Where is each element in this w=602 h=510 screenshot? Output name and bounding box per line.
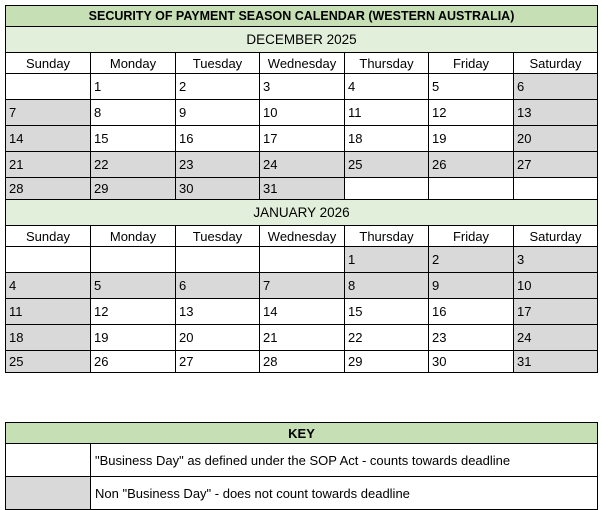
empty-cell (176, 247, 260, 273)
non-business-day-cell: 2 (429, 247, 514, 273)
business-day-cell: 22 (345, 325, 429, 351)
week-row (6, 126, 598, 152)
non-business-day-cell: 6 (176, 273, 260, 299)
business-day-cell: 4 (345, 74, 429, 100)
business-day-cell: 15 (345, 299, 429, 325)
empty-cell (260, 247, 345, 273)
non-business-day-cell: 31 (514, 351, 598, 373)
non-business-day-label: Non "Business Day" - does not count towards deadline (91, 477, 598, 510)
empty-cell (6, 247, 91, 273)
business-day-cell: 27 (176, 351, 260, 373)
business-day-cell: 28 (260, 351, 345, 373)
non-business-day-cell: 8 (345, 273, 429, 299)
non-business-day-cell: 28 (6, 178, 91, 200)
empty-cell (429, 178, 514, 200)
month-title: DECEMBER 2025 (6, 27, 598, 53)
non-business-day-cell: 31 (260, 178, 345, 200)
weekday-header: Thursday (345, 53, 429, 74)
non-business-day-cell: 11 (6, 299, 91, 325)
empty-cell (345, 178, 429, 200)
business-day-cell: 21 (260, 325, 345, 351)
non-business-day-cell: 30 (176, 178, 260, 200)
empty-cell (91, 247, 176, 273)
weekday-header: Tuesday (176, 226, 260, 247)
business-day-cell: 13 (176, 299, 260, 325)
week-row (6, 178, 598, 200)
non-business-day-cell: 24 (260, 152, 345, 178)
non-business-day-cell: 24 (514, 325, 598, 351)
business-day-cell: 19 (429, 126, 514, 152)
non-business-day-cell: 17 (514, 299, 598, 325)
non-business-day-cell: 21 (6, 152, 91, 178)
weekday-header: Saturday (514, 226, 598, 247)
weekday-header: Friday (429, 53, 514, 74)
week-row (6, 74, 598, 100)
key-row-business-day (6, 444, 598, 477)
week-row (6, 325, 598, 351)
week-row (6, 152, 598, 178)
business-day-cell: 11 (345, 100, 429, 126)
empty-cell (6, 74, 91, 100)
weekday-header: Sunday (6, 53, 91, 74)
business-day-cell: 3 (260, 74, 345, 100)
business-day-cell: 12 (429, 100, 514, 126)
non-business-day-cell: 3 (514, 247, 598, 273)
business-day-cell: 10 (260, 100, 345, 126)
week-row (6, 351, 598, 373)
non-business-day-cell: 23 (176, 152, 260, 178)
non-business-day-cell: 14 (6, 126, 91, 152)
payment-calendar (5, 5, 598, 373)
weekday-header: Wednesday (260, 226, 345, 247)
business-day-cell: 30 (429, 351, 514, 373)
business-day-cell: 14 (260, 299, 345, 325)
non-business-day-swatch (6, 477, 91, 510)
non-business-day-cell: 13 (514, 100, 598, 126)
week-row (6, 299, 598, 325)
week-row (6, 247, 598, 273)
weekday-header: Monday (91, 226, 176, 247)
week-row (6, 100, 598, 126)
non-business-day-cell: 1 (345, 247, 429, 273)
weekday-header: Tuesday (176, 53, 260, 74)
empty-cell (514, 178, 598, 200)
non-business-day-cell: 20 (514, 126, 598, 152)
non-business-day-cell: 6 (514, 74, 598, 100)
business-day-cell: 8 (91, 100, 176, 126)
key-table (5, 422, 598, 510)
key-title: KEY (6, 423, 598, 444)
business-day-cell: 16 (429, 299, 514, 325)
key-row-non-business-day (6, 477, 598, 510)
business-day-swatch (6, 444, 91, 477)
non-business-day-cell: 27 (514, 152, 598, 178)
business-day-cell: 19 (91, 325, 176, 351)
weekday-header: Saturday (514, 53, 598, 74)
non-business-day-cell: 9 (429, 273, 514, 299)
non-business-day-cell: 7 (260, 273, 345, 299)
business-day-cell: 9 (176, 100, 260, 126)
business-day-cell: 17 (260, 126, 345, 152)
non-business-day-cell: 25 (345, 152, 429, 178)
business-day-cell: 2 (176, 74, 260, 100)
weekday-header: Thursday (345, 226, 429, 247)
non-business-day-cell: 26 (429, 152, 514, 178)
non-business-day-cell: 25 (6, 351, 91, 373)
non-business-day-cell: 10 (514, 273, 598, 299)
business-day-cell: 29 (345, 351, 429, 373)
business-day-cell: 1 (91, 74, 176, 100)
calendar-title: SECURITY OF PAYMENT SEASON CALENDAR (WESTERN AUSTRALIA) (6, 6, 598, 27)
non-business-day-cell: 4 (6, 273, 91, 299)
weekday-header: Sunday (6, 226, 91, 247)
weekday-header: Monday (91, 53, 176, 74)
business-day-cell: 23 (429, 325, 514, 351)
non-business-day-cell: 7 (6, 100, 91, 126)
business-day-cell: 26 (91, 351, 176, 373)
business-day-cell: 15 (91, 126, 176, 152)
non-business-day-cell: 22 (91, 152, 176, 178)
weekday-header: Friday (429, 226, 514, 247)
non-business-day-cell: 5 (91, 273, 176, 299)
business-day-cell: 16 (176, 126, 260, 152)
business-day-cell: 12 (91, 299, 176, 325)
business-day-cell: 20 (176, 325, 260, 351)
non-business-day-cell: 18 (6, 325, 91, 351)
business-day-label: "Business Day" as defined under the SOP Act - counts towards deadline (91, 444, 598, 477)
business-day-cell: 5 (429, 74, 514, 100)
month-title: JANUARY 2026 (6, 200, 598, 226)
business-day-cell: 18 (345, 126, 429, 152)
weekday-header: Wednesday (260, 53, 345, 74)
week-row (6, 273, 598, 299)
non-business-day-cell: 29 (91, 178, 176, 200)
